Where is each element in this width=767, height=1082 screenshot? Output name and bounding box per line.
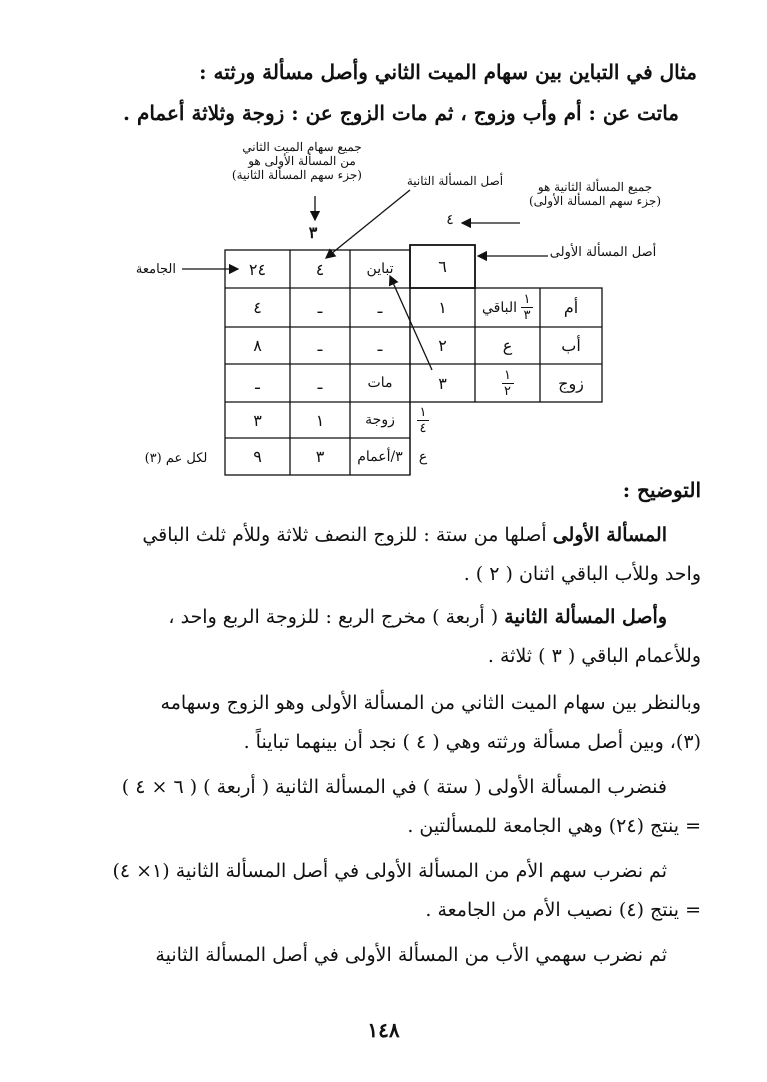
share-uncles: ع [418, 448, 428, 465]
second-mother: ـ [317, 298, 323, 317]
first-father: ٢ [438, 336, 447, 355]
share-husband: $\frac{١}{٢}$ [475, 364, 540, 402]
paragraph-comparison: وبالنظر بين سهام الميت الثاني من المسألة الأولى وهو الزوج وسهامه (٣)، وبين أصل مسألة ورثته وهي ( ٤ ) نجد أن بينهما تبايناً . [160, 692, 701, 753]
explanation-title: التوضيح : [622, 478, 701, 502]
heir-mother: أم [563, 298, 579, 317]
header-first: ٦ [438, 257, 447, 276]
share-mother: $\frac{١}{٣}$ الباقي [475, 288, 540, 327]
jamia-uncles: ٩ [253, 447, 262, 466]
label-jamia: الجامعة [135, 262, 176, 277]
header-second: ٤ [315, 259, 325, 279]
dead-husband: مات [367, 375, 393, 391]
paragraph-father-share: ثم نضرب سهمي الأب من المسألة الأولى في أصل المسألة الثانية [155, 944, 667, 966]
second-husband: ـ [317, 373, 323, 393]
first-husband: ٣ [438, 373, 447, 393]
second-uncles: ٣ [315, 447, 325, 466]
heir-uncles: ٣/أعمام [357, 448, 403, 465]
second-wife: ١ [315, 410, 325, 430]
note-all-shares-first: جميع سهام الميت الثاني من المسألة الأولى هو (جزء سهم المسألة الثانية) [231, 140, 362, 182]
heir-father: أب [561, 336, 581, 355]
paragraph-first-problem: المسألة الأولى أصلها من ستة : للزوج النصف ثلاثة وللأم ثلث الباقي واحد وللأب الباقي اثنان ( ٢ ) . [142, 524, 701, 585]
share-wife: $\frac{١}{٤}$ [412, 402, 434, 438]
dead-father: ـ [377, 336, 383, 355]
case-statement: ماتت عن : أم وأب وزوج ، ثم مات الزوج عن : زوجة وثلاثة أعمام . [123, 101, 679, 125]
paragraph-second-problem: وأصل المسألة الثانية ( أربعة ) مخرج الربع : للزوجة الربع واحد ، وللأعمام الباقي ( ٣ ) ثلاثة . [168, 606, 701, 667]
note-origin-first: أصل المسألة الأولى [549, 245, 657, 260]
heir-husband: زوج [558, 373, 584, 393]
paragraph-mother-share: ثم نضرب سهم الأم من المسألة الأولى في أصل المسألة الثانية (١× ٤) = ينتج (٤) نصيب الأم من الجامعة . [112, 860, 701, 921]
value-three-top: ٣ [308, 222, 318, 242]
share-father: ع [502, 336, 513, 355]
page-number: ١٤٨ [367, 1018, 400, 1042]
label-each-uncle: لكل عم (٣) [144, 451, 208, 466]
jamia-mother: ٤ [253, 298, 262, 317]
example-title: مثال في التباين بين سهام الميت الثاني وأصل مسألة ورثته : [199, 60, 697, 84]
value-four-side: ٤ [446, 212, 454, 228]
jamia-husband: ـ [255, 373, 260, 393]
note-origin-second: أصل المسألة الثانية [406, 174, 504, 188]
dead-mother: ـ [377, 298, 383, 317]
note-all-second: جميع المسألة الثانية هو (جزء سهم المسألة الأولى) [528, 180, 662, 208]
first-mother: ١ [438, 298, 447, 317]
heir-wife: زوجة [365, 412, 395, 428]
second-father: ـ [317, 336, 323, 355]
jamia-wife: ٣ [253, 410, 262, 430]
header-jamia: ٢٤ [248, 259, 267, 279]
paragraph-multiply: فنضرب المسألة الأولى ( ستة ) في المسألة الثانية ( أربعة ) ( ٦ × ٤ ) = ينتج (٢٤) وهي الجامعة للمسألتين . [121, 776, 701, 837]
jamia-father: ٨ [253, 336, 262, 355]
header-tabayun: تباين [366, 261, 394, 277]
